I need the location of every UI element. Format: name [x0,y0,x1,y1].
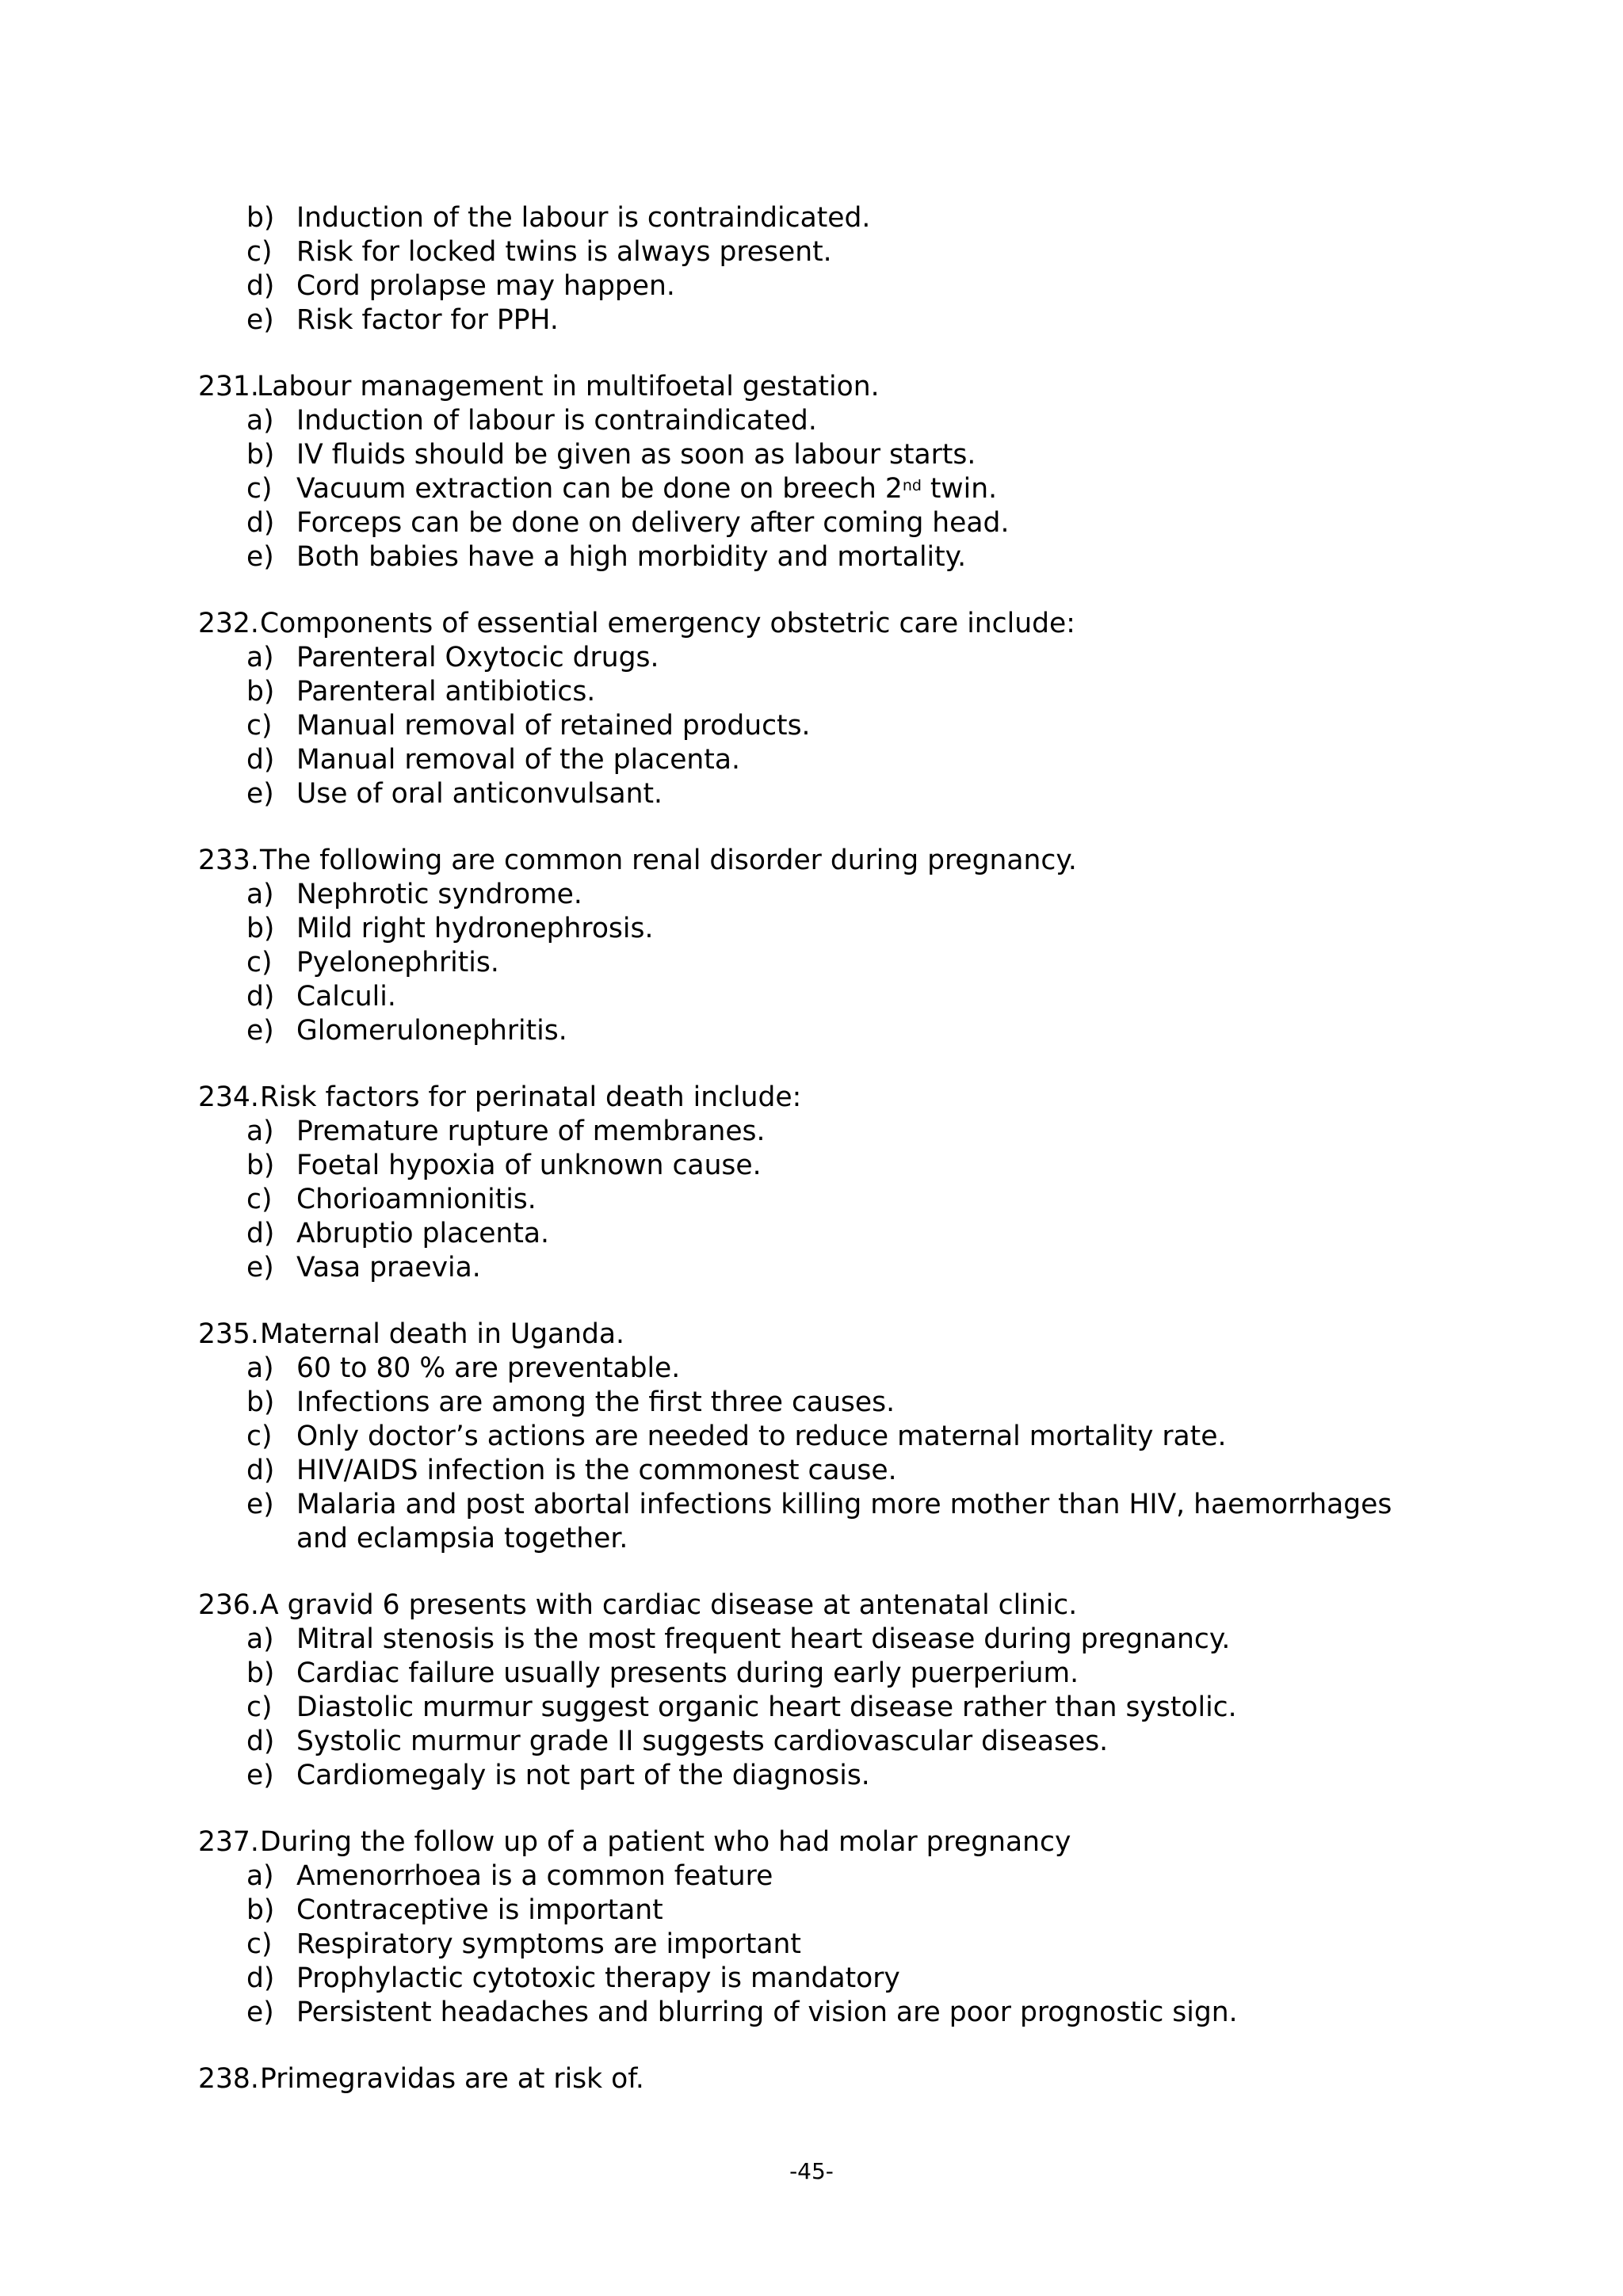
page-number: -45- [789,2158,834,2184]
question-232-option-c-text-main: Manual removal of retained products. [296,710,811,742]
continued-option-d-text-main: Cord prolapse may happen. [296,270,675,302]
question-236-text: A gravid 6 presents with cardiac disease at antenatal clinic. [260,1589,1078,1621]
question-235-option-a-letter: a) [246,1352,274,1384]
question-234-option-e-text-main: Vasa praevia. [296,1252,481,1283]
question-234-option-d-text [296,1216,549,1251]
continued-option-d-letter: d) [246,270,275,302]
question-236-option-c-text [296,1690,1237,1725]
question-237-option-a-text [296,1859,773,1894]
question-233-option-d-text [296,979,396,1014]
question-235-option-e-text [296,1487,1392,1522]
question-235-option-a-text-main: 60 to 80 % are preventable. [296,1352,681,1384]
question-231-option-e-text [296,540,966,574]
question-237-option-e-letter: e) [246,1997,274,2028]
question-235-option-b-text [296,1385,895,1420]
question-236-option-e-letter: e) [246,1760,274,1791]
question-234-option-a-text [296,1114,766,1149]
question-234-option-d-text-main: Abruptio placenta. [296,1218,549,1249]
question-231-option-e-text-main: Both babies have a high morbidity and mortality. [296,541,967,573]
question-235-option-c-text [296,1419,1226,1454]
question-233-option-b-text-main: Mild right hydronephrosis. [296,913,654,944]
question-236-option-d-text-main: Systolic murmur grade II suggests cardiovascular diseases. [296,1726,1109,1757]
question-232-option-e-text-main: Use of oral anticonvulsant. [296,778,663,810]
question-231-option-c-superscript: nd [902,477,922,494]
question-233-option-a-letter: a) [246,879,274,910]
question-234-option-e-text [296,1250,481,1285]
question-231-number: 231. [198,371,259,402]
question-231-option-a-letter: a) [246,405,274,437]
continued-option-e-text [296,303,559,338]
question-236-option-b-text-main: Cardiac failure usually presents during early puerperium. [296,1657,1079,1689]
question-237-option-b-text-main: Contraceptive is important [296,1894,663,1926]
question-233-option-d-text-main: Calculi. [296,981,396,1013]
question-235-option-e-letter: e) [246,1489,274,1520]
question-231-option-b-text [296,437,976,472]
question-232-number: 232. [198,608,259,639]
question-236-option-e-text [296,1758,870,1793]
question-232-option-c-text [296,708,811,743]
question-236-option-e-text-main: Cardiomegaly is not part of the diagnosis. [296,1760,870,1791]
question-232-option-a-text-main: Parenteral Oxytocic drugs. [296,642,659,673]
question-235-option-c-text-main: Only doctor’s actions are needed to reduce maternal mortality rate. [296,1421,1227,1452]
question-237-option-c-text [296,1927,801,1962]
question-233-option-b-letter: b) [246,913,275,944]
question-231-option-c-text [296,471,997,506]
question-233-number: 233. [198,845,259,876]
question-234-option-b-letter: b) [246,1150,275,1181]
question-231-option-d-text-main: Forceps can be done on delivery after coming head. [296,507,1010,539]
question-237-option-d-text-main: Prophylactic cytotoxic therapy is mandatory [296,1962,900,1994]
question-233-option-c-text-main: Pyelonephritis. [296,947,499,978]
question-232-option-d-letter: d) [246,744,275,776]
question-232-option-e-letter: e) [246,778,274,810]
question-236-number: 236. [198,1589,259,1621]
question-235-option-b-text-main: Infections are among the first three causes. [296,1386,896,1418]
question-231-option-c-text-main: Vacuum extraction can be done on breech 2 [296,473,903,505]
question-231-option-b-text-main: IV fluids should be given as soon as labour starts. [296,439,976,471]
question-235-option-b-letter: b) [246,1386,275,1418]
question-237-option-c-text-main: Respiratory symptoms are important [296,1928,801,1960]
question-236-option-a-letter: a) [246,1623,274,1655]
question-237-option-d-letter: d) [246,1962,275,1994]
continued-option-d-text [296,269,675,303]
question-231-text: Labour management in multifoetal gestation. [257,371,880,402]
question-237-option-e-text [296,1995,1238,2030]
question-232-option-d-text [296,742,740,777]
question-233-option-c-letter: c) [246,947,273,978]
continued-option-c-letter: c) [246,236,273,268]
question-238-text: Primegravidas are at risk of. [260,2063,644,2095]
question-235-option-c-letter: c) [246,1421,273,1452]
question-236-option-b-text [296,1656,1079,1691]
question-231-option-d-text [296,505,1009,540]
question-233-option-e-letter: e) [246,1015,274,1047]
question-235-option-d-text-main: HIV/AIDS infection is the commonest cause. [296,1455,897,1486]
question-237-option-b-letter: b) [246,1894,275,1926]
question-235-text: Maternal death in Uganda. [260,1318,625,1350]
question-236-option-d-letter: d) [246,1726,275,1757]
question-235-option-e-text-main: Malaria and post abortal infections killing more mother than HIV, haemorrhages [296,1489,1392,1520]
question-237-text: During the follow up of a patient who had molar pregnancy [260,1826,1071,1858]
question-233-option-a-text-main: Nephrotic syndrome. [296,879,582,910]
question-233-option-b-text [296,911,653,946]
question-232-option-b-text-main: Parenteral antibiotics. [296,676,596,707]
question-234-option-c-text-main: Chorioamnionitis. [296,1184,537,1215]
question-231-option-e-letter: e) [246,541,274,573]
question-238-number: 238. [198,2063,259,2095]
question-232-option-d-text-main: Manual removal of the placenta. [296,744,740,776]
continued-option-e-letter: e) [246,304,274,336]
question-235-option-d-letter: d) [246,1455,275,1486]
continued-option-c-text-main: Risk for locked twins is always present. [296,236,832,268]
question-234-text: Risk factors for perinatal death include: [260,1081,802,1113]
question-233-option-e-text-main: Glomerulonephritis. [296,1015,567,1047]
question-233-option-a-text [296,877,582,912]
continued-option-b-letter: b) [246,202,275,234]
question-231-option-d-letter: d) [246,507,275,539]
question-237-option-d-text [296,1961,900,1996]
question-231-option-a-text [296,403,817,438]
continued-option-b-text [296,200,870,235]
question-236-option-b-letter: b) [246,1657,275,1689]
question-234-option-a-text-main: Premature rupture of membranes. [296,1116,766,1147]
question-233-option-d-letter: d) [246,981,275,1013]
question-237-option-a-letter: a) [246,1860,274,1892]
question-234-option-e-letter: e) [246,1252,274,1283]
question-231-option-a-text-main: Induction of labour is contraindicated. [296,405,817,437]
question-232-text: Components of essential emergency obstetric care include: [260,608,1075,639]
question-232-option-b-letter: b) [246,676,275,707]
question-234-option-b-text-main: Foetal hypoxia of unknown cause. [296,1150,762,1181]
question-236-option-c-letter: c) [246,1691,273,1723]
continued-option-e-text-main: Risk factor for PPH. [296,304,559,336]
question-234-option-c-letter: c) [246,1184,273,1215]
question-237-option-b-text [296,1893,663,1928]
question-233-option-c-text [296,945,499,980]
question-235-option-e-continuation: and eclampsia together. [296,1523,628,1554]
question-237-option-c-letter: c) [246,1928,273,1960]
continued-option-c-text [296,235,832,269]
question-232-option-a-text [296,640,659,675]
question-235-number: 235. [198,1318,259,1350]
question-234-number: 234. [198,1081,259,1113]
question-234-option-b-text [296,1148,762,1183]
question-232-option-c-letter: c) [246,710,273,742]
question-234-option-d-letter: d) [246,1218,275,1249]
question-235-option-a-text [296,1351,680,1386]
question-231-option-c-text-after: twin. [921,473,998,505]
continued-option-b-text-main: Induction of the labour is contraindicated. [296,202,871,234]
question-232-option-b-text [296,674,595,709]
question-237-number: 237. [198,1826,259,1858]
question-234-option-a-letter: a) [246,1116,274,1147]
question-236-option-a-text-main: Mitral stenosis is the most frequent heart disease during pregnancy. [296,1623,1231,1655]
question-232-option-e-text [296,776,663,811]
question-237-option-a-text-main: Amenorrhoea is a common feature [296,1860,773,1892]
question-237-option-e-text-main: Persistent headaches and blurring of vision are poor prognostic sign. [296,1997,1238,2028]
question-234-option-c-text [296,1182,537,1217]
question-236-option-a-text [296,1622,1230,1657]
question-235-option-d-text [296,1453,897,1488]
question-231-option-c-letter: c) [246,473,273,505]
question-236-option-d-text [296,1724,1108,1759]
question-233-text: The following are common renal disorder during pregnancy. [260,845,1077,876]
question-232-option-a-letter: a) [246,642,274,673]
question-236-option-c-text-main: Diastolic murmur suggest organic heart disease rather than systolic. [296,1691,1237,1723]
question-233-option-e-text [296,1013,567,1048]
question-231-option-b-letter: b) [246,439,275,471]
